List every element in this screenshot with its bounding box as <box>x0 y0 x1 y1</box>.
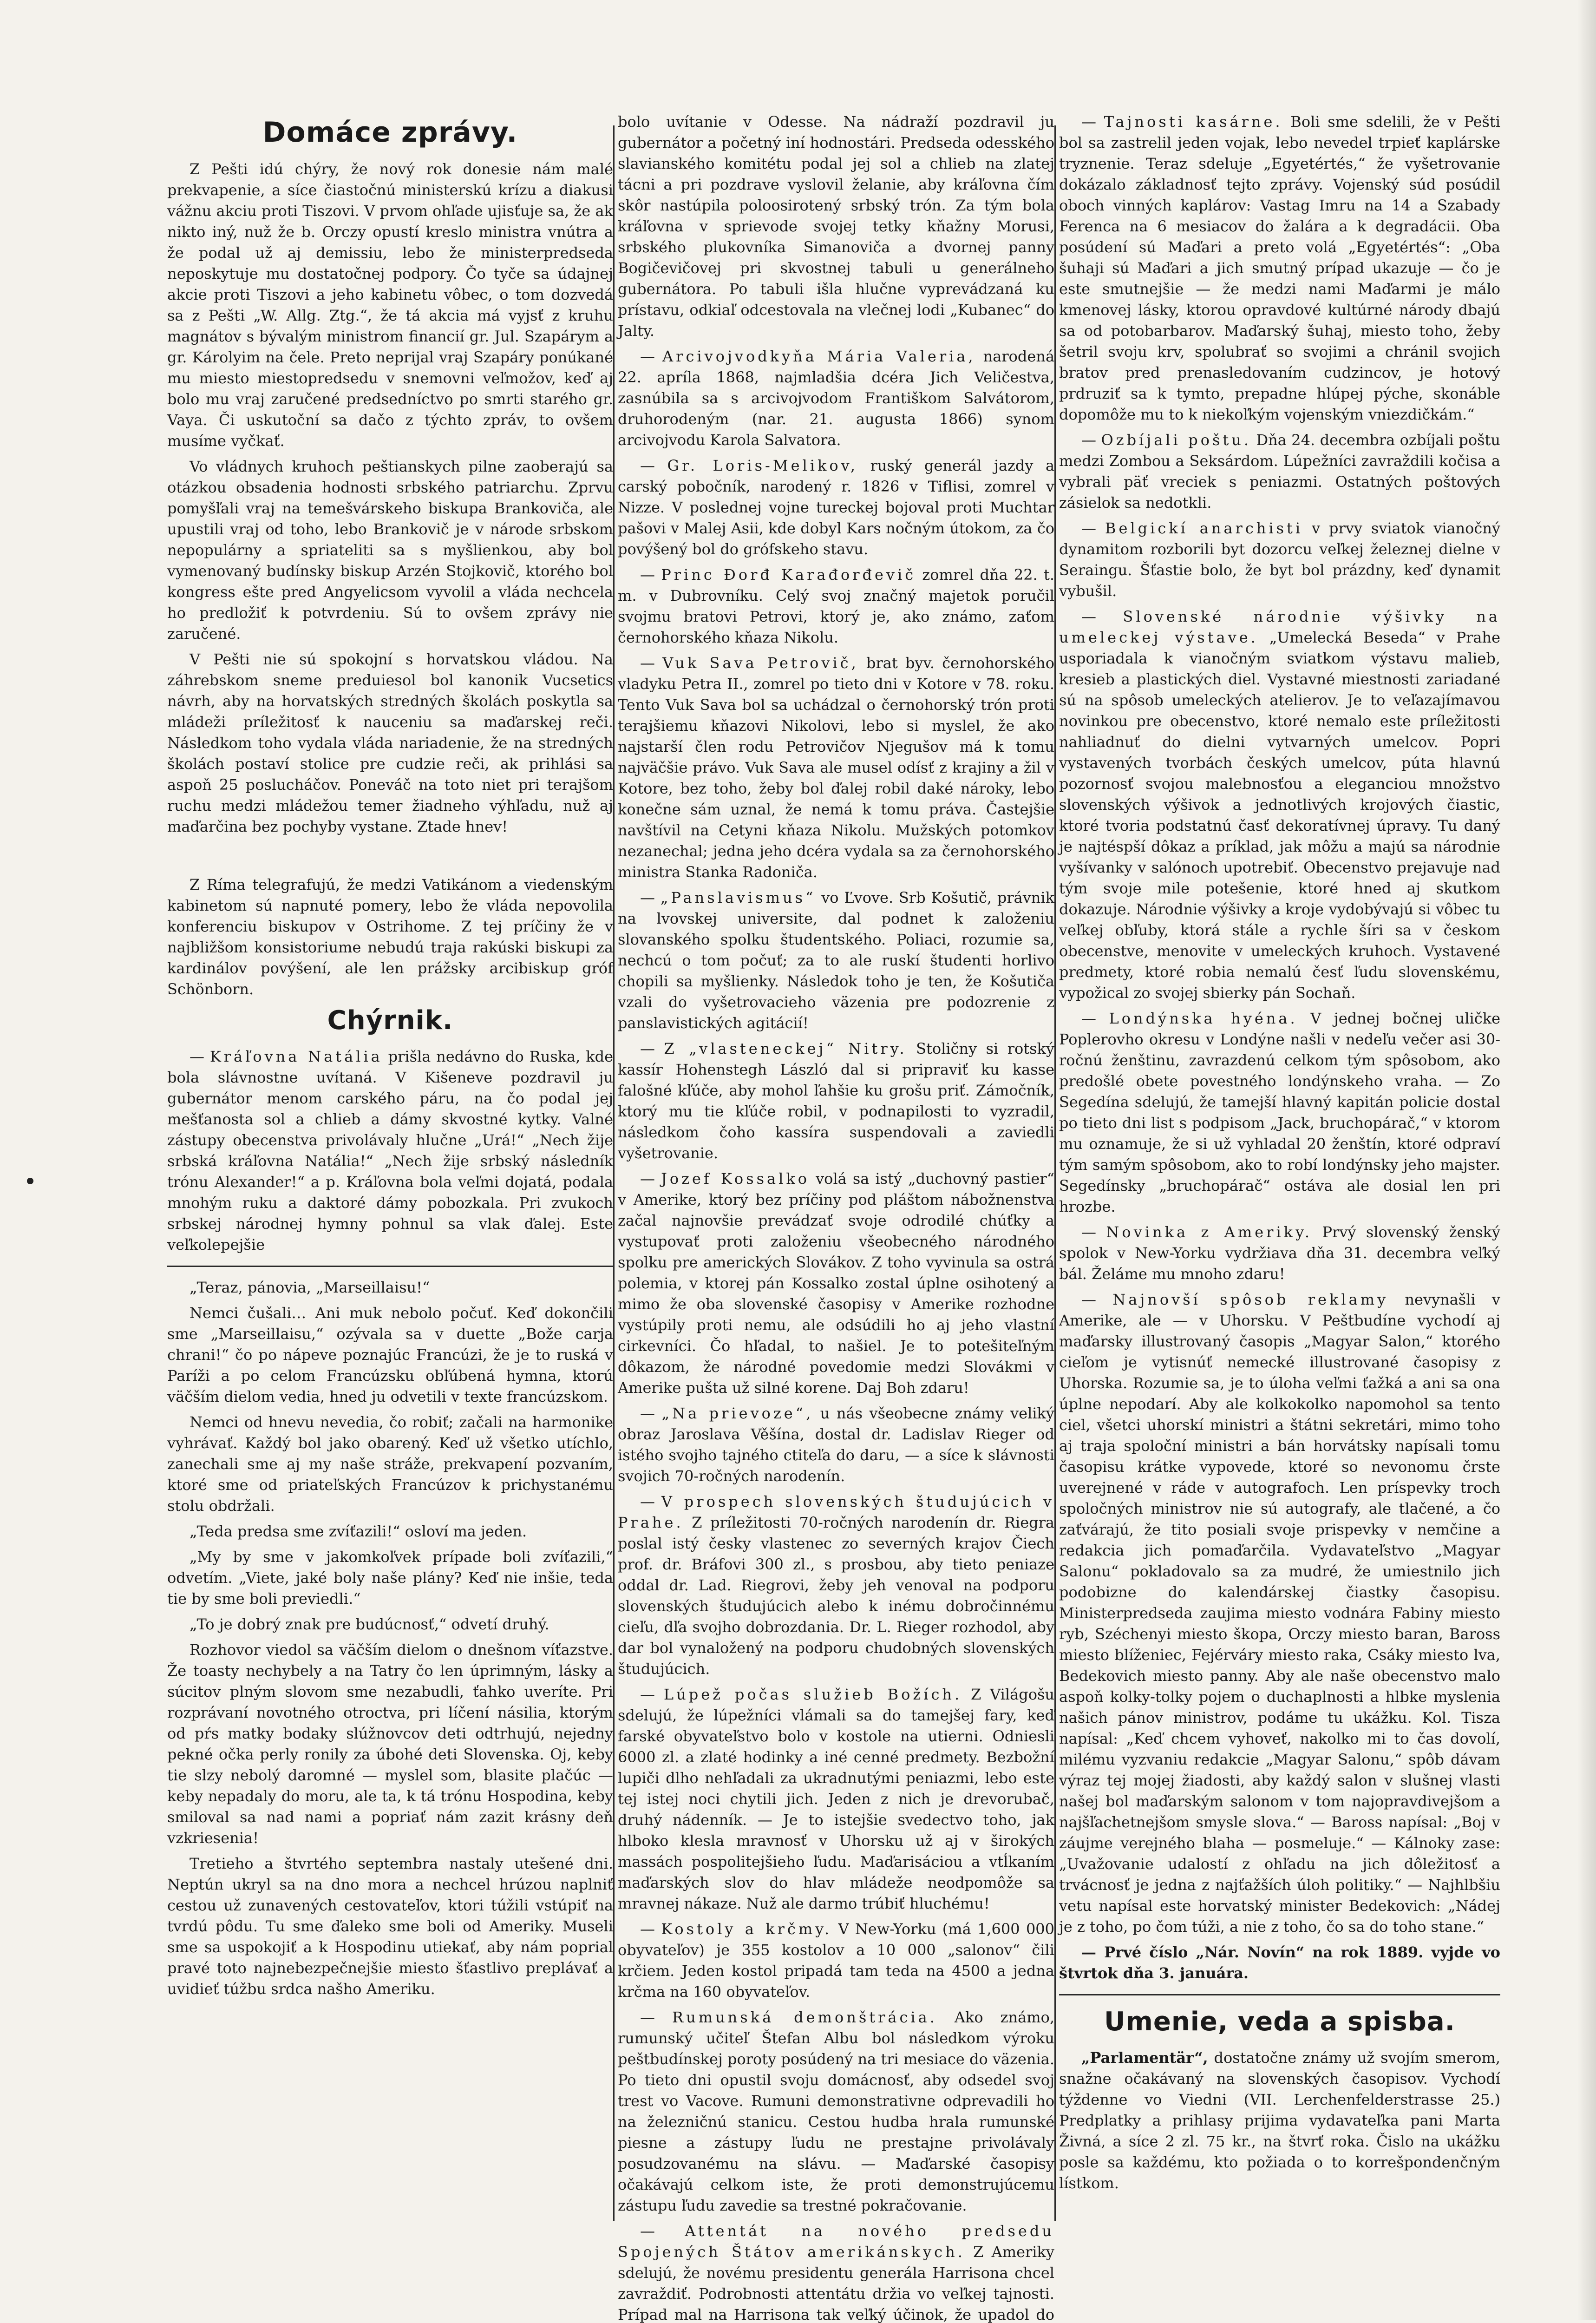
article-paragraph: Z Ríma telegrafujú, že medzi Vatikánom a viedenským kabinetom sú napnuté pomery, lebo že vláda nepovolila konferenciu biskupov v Ostrihome. Z tej príčiny že v najbližšom konsistoriume nebudú traja rakúski biskupi za kardinálov povýšení, ale len prážsky arcibiskup gróf Schönborn. <box>167 876 613 998</box>
feuilleton-paragraph: Nemci od hnevu nevedia, čo robiť; začali na harmonike vyhrávať. Každý bol jako obarený. Keď už všetko utíchlo, zanechali sme aj my naše stráže, prekvapení pozvaním, ktoré sme od priateľských Francúzov k prichystanému stolu obdržali. <box>167 1413 613 1515</box>
page-edge-shadow <box>1577 0 1596 2320</box>
feuilleton-paragraph: „My by sme v jakomkoľvek prípade boli zvíťazili,“ odvetím. „Viete, jaké boly naše plány? Keď nie inšie, teda tie by sme boli previedli.“ <box>167 1548 613 1608</box>
news-item-lead: Z „vlasteneckej“ Nitry. <box>664 1040 907 1057</box>
news-item-lead: Belgickí anarchisti <box>1105 519 1303 537</box>
section-divider <box>1059 1994 1500 1995</box>
news-item-body: Z Ameriky sdelujú, že novému presidentu generála Harrisona chcel zavraždiť. Podrobnosti attentátu držia vo veľkej tajnosti. Prípad mal na Harrisona tak veľký účinok, že upadol do <box>618 2243 1054 2323</box>
news-item-lead: Gr. Loris-Melikov, <box>667 457 858 474</box>
column-rule-left <box>613 125 615 2221</box>
news-item-lead: V prospech slovenských študujúcich v Prahe. <box>618 1493 1054 1531</box>
news-item-lead: Princ Đorđ Karađorđevič <box>661 566 916 584</box>
news-item-body: vo Ľvove. Srb Košutič, právnik na lvovskej universite, dal podnet k založeniu slovanského spolku študentského. Poliaci, rozumie sa, nechcú o tom počuť; za to ale ruskí študenti horlivo chopili sa myšlienky. Následok toho je ten, že Košutiča vzali do vyšetrovacieho väzenia pre podozrenie z panslavistických agitácií! <box>618 889 1055 1032</box>
news-item: — Tajnosti kasárne. Boli sme sdelili, že v Pešti bol sa zastrelil jeden vojak, lebo nevedel trpieť kaplárske tryznenie. Teraz sdeluje „Egyetértés,“ že vyšetrovanie dokázalo základnosť tejto zprávy. Vojenský súd posúdil oboch vinných kaplárov: Vastag Imru na 14 a Szabady Ferenca na 6 mesiacov do žalára a k degradácii. Oba posúdení sú Maďari a preto volá „Egyetértés“: „Oba šuhaji sú Maďari a jich smutný prípad ukazuje — čo je este smutnejšie — že medzi nami Maďarmi je málo kmenovej lásky, ktorou opravdové kultúrné národy dbajú sa od potobarbarov. Maďarský šuhaj, miesto toho, žeby šetril svoju krv, spolubrať so svojimi a chránil svojich bratov pred prenasledovaním cudzincov, je hotový prdruziť sa k tymto, prepadne hlúpej pýche, skonáble dopomôže mu to k niekoľkým vojenským vniezdičkám.“ <box>1059 113 1501 423</box>
news-item: — Kostoly a krčmy. V New-Yorku (má 1,600 000 obyvateľov) je 355 kostolov a 10 000 „salonov“ čili krčiem. Jeden kostol pripadá tam teda na 4500 a jedna krčma na 160 obyvateľov. <box>618 1920 1055 2001</box>
news-item: — V prospech slovenských študujúcich v Prahe. Z príležitosti 70-ročných narodenín dr. Riegra poslal istý česky vlastenec zo severných krajov Čiech prof. dr. Bráfovi 300 zl., s prosbou, aby tieto peniaze oddal dr. Lad. Riegrovi, žeby jeh venoval na podporu slovenských študujúcich alebo k inému dobročinnému cieľu, dľa svojho dobrozdania. Dr. L. Rieger rozhodol, aby dar bol vynaložený na podporu chudobných slovenských študujúcich. <box>618 1493 1055 1678</box>
news-item-body: Ako známo, rumunský učiteľ Štefan Albu bol následkom výroku peštbudínskej poroty posúdený na tri mesiace do väzenia. Po tieto dni opustil svoju domácnosť, aby odsedel svoj trest vo Vacove. Rumuni demonstrativne odprevadili ho na železničnú stanicu. Cestou hudba hrala rumunské piesne a zástupy ľudu ne prestajne privolávaly posudzovanému na slávu. — Maďarské časopisy očakávajú celkom iste, že proti demonstrujúcemu zástupu ľudu zavedie sa trestné pokračovanie. <box>618 2008 1055 2214</box>
news-item: — Kráľovna Natália prišla nedávno do Ruska, kde bola slávnostne uvítaná. V Kišeneve pozdravil ju gubernátor menom carského páru, na čo podal jej mešťanosta sol a chlieb a dámy skvostné kytky. Valné zástupy obecenstva privolávaly hlučne „Urá!“ „Nech žije srbská kráľovna Natália!“ „Nech žije srbský následník trónu Alexander!“ a p. Kráľovna bola veľmi dojatá, podala mnohým ruku a daktoré dámy pobozkala. Pri zvukoch srbskej národnej hymny pohnul sa vlak ďalej. Este veľkolepejšie <box>167 1048 614 1253</box>
news-item: — Ozbíjali poštu. Dňa 24. decembra ozbíjali poštu medzi Zombou a Seksárdom. Lúpežníci zavraždili kočisa a vybrali päť vreciek s peniazmi. Ostatných poštových zásielok sa nedotkli. <box>1059 431 1501 512</box>
news-item <box>1059 2047 1500 2194</box>
news-item-lead: Arcivojvodkyňa Mária Valeria, <box>662 348 976 365</box>
news-item-continued: bolo uvítanie v Odesse. Na nádraží pozdravil ju gubernátor a početný iní hodnostári. Predseda odesského slavianského komitétu podal jej sol a chlieb na zlatej tácni a pri pozdrave vyslovil želanie, aby kráľovna čím skôr nastúpila poloosirotený srbský trón. Za tým bola kráľovna v sprievode svojej tetky kňažny Morusi, srbského plukovníka Simanoviča a dvornej panny Bogičevičovej pri skvostnej tabuli u generálneho gubernátora. Po tabuli išla hlučne vyprevádzaná ku prístavu, odkiaľ odcestovala na vlečnej lodi „Kubanec“ do Jalty. <box>618 113 1054 340</box>
news-item: — Novinka z Ameriky. Prvý slovenský ženský spolok v New-Yorku vydržiava dňa 31. decembra veľký bál. Želáme mu mnoho zdaru! <box>1059 1223 1501 1283</box>
news-item: — Princ Đorđ Karađorđevič zomrel dňa 22. t. m. v Dubrovníku. Celý svoj značný majetok poručil svojmu bratovi Petrovi, ktorý je, ako známo, zaťom černohorského kňaza Nikolu. <box>618 566 1055 646</box>
news-item-body: ruský generál jazdy a carský pobočník, narodený r. 1826 v Tiflisi, zomrel v Nizze. V poslednej vojne tureckej bojoval proti Muchtar pašovi v Malej Asii, kde dobyl Kars nočným útokom, za čo povýšený bol do grófskeho stavu. <box>618 457 1055 558</box>
news-item-body: V jednej bočnej uličke Poplerovho okresu v Londýne našli v nedeľu večer asi 30-ročnú ženštinu, zavrazdenú celkom tým spôsobom, ako predošlé obete povestného londýnskeho vraha. — Zo Segedína sdelujú, že tamejší hlavný kapitán policie dostal po tieto dni list s podpisom „Jack, bruchopárač,“ v ktorom mu oznamuje, že si už vyhladal 20 ženštín, ktoré odpraví tým samým spôsobom, ako to robí londýnsky jeho majster. Segedínsky „bruchopárač“ ostáva ale dosial len pri hrozbe. <box>1059 1010 1501 1215</box>
news-item: — Najnovší spôsob reklamy nevynašli v Amerike, ale — v Uhorsku. V Peštbudíne vychodí aj maďarsky illustrovaný časopis „Magyar Salon,“ ktorého cieľom je vytisnúť nemecké illustrované časopisy z Uhorska. Rozumie sa, je to úloha veľmi ťažká a ani sa ona úplne nepodarí. Aby ale kolkokolko napomohol sa tento ciel, všetci uhorskí ministri a štátni sekretári, mimo toho aj traja spoloční ministri a bán horvátsky napísali tomu časopisu krátke vypovede, ktoré so nevonomu črste uverejnené v ráde v autografoch. Len príspevky troch spoločných ministrov nie sú autografy, ale tlačené, a čo zaťvárajú, že tito posiali svoje prispevky v nemčine a redakcia jich pomaďarčila. Vydavateľstvo „Magyar Salonu“ pokladovalo sa za mudré, že umiestnilo jich podobizne do kalendárskej čiastky časopisu. Ministerpredseda zaujima miesto vodnára Fabiny miesto ryb, Széchenyi miesto škopa, Orczy miesto baran, Baross miesto blíženiec, Fejérváry miesto raka, Csáky miesto lva, Bedekovich miesto panny. Aby ale naše obecenstvo malo aspoň kolky-tolky pojem o duchaplnosti a hlbke myslenia našich pánov ministrov, podáme tu ukážku. Kol. Tisza napísal: „Keď chcem vyhoveť, nakolko mi to čas dovolí, milému vyzvaniu redakcie „Magyar Salonu,“ spôb dávam výraz tej mojej žiadosti, aby každý salon v slušnej vlasti našej bol maďarským salonom v tom najopravdivejšom a najšľachetnejšom smysle slova.“ — Baross napísal: „Boj v záujme verejného blaha — posmeluje.“ — Kálnoky zase: „Uvažovanie udalostí z ohľadu na jich dôležitosť a trvácnosť je jedna z najťažších úloh politiky.“ — Najhlbšiu vetu napísal este horvatský minister Bedekovich: „Nádej je z toho, po čom túži, a nie z toho, čo sa do toho stane.“ <box>1059 1291 1500 1936</box>
news-item: — „Panslavismus“ vo Ľvove. Srb Košutič, právnik na lvovskej universite, dal podnet k založeniu slovanského spolku študentského. Poliaci, rozumie sa, nechcú o tom počuť; za to ale ruskí študenti horlivo chopili sa myšlienky. Následok toho je ten, že Košutiča vzali do vyšetrovacieho väzenia pre podozrenie z panslavistických agitácií! <box>618 889 1055 1032</box>
news-item-lead: Novinka z Ameriky. <box>1106 1223 1313 1241</box>
news-item: — Vuk Sava Petrovič, brat byv. černohorského vladyku Petra II., zomrel po tieto dni v Kotore v 78. roku. Tento Vuk Sava bol sa uchádzal o černohorský trón proti terajšiemu kňazovi Nikolovi, lebo si myslel, že ako najstarší člen rodu Petrovičov Njegušov má k tomu najväčšie právo. Vuk Sava ale musel odísť z krajiny a žil v Kotore, bez toho, žeby bol ďalej robil daké nároky, lebo konečne sám uznal, že nemá k tomu práva. Častejšie navštívil na Cetyni kňaza Nikolu. Mužských potomkov nezanechal; jedna jeho dcéra vydala sa za černohorského ministra Stanka Radoniča. <box>618 654 1055 881</box>
news-item: — Rumunská demonštrácia. Ako známo, rumunský učiteľ Štefan Albu bol následkom výroku peštbudínskej poroty posúdený na tri mesiace do väzenia. Po tieto dni opustil svoju domácnosť, aby odsedel svoj trest vo Vacove. Rumuni demonstrativne odprevadili ho na železničnú stanicu. Cestou hudba hrala rumunské piesne a zástupy ľudu ne prestajne privolávaly posudzovanému na slávu. — Maďarské časopisy očakávajú celkom iste, že proti demonstrujúcemu zástupu ľudu zavedie sa trestné pokračovanie. <box>618 2008 1055 2214</box>
news-item-body: nevynašli v Amerike, ale — v Uhorsku. V Peštbudíne vychodí aj maďarsky illustrovaný časopis „Magyar Salon,“ ktorého cieľom je vytisnúť nemecké illustrované časopisy z Uhorska. Rozumie sa, je to úloha veľmi ťažká a ani sa ona úplne nepodarí. Aby ale kolkokolko napomohol sa tento ciel, všetci uhorskí ministri a štátni sekretári, mimo toho aj traja spoloční ministri a bán horvátsky napísali tomu časopisu krátke vypovede, ktoré so nevonomu črste uverejnené v ráde v autografoch. Len príspevky troch spoločných ministrov nie sú autografy, ale tlačené, a čo zaťvárajú, že tito posiali svoje prispevky v nemčine a redakcia jich pomaďarčila. Vydavateľstvo „Magyar Salonu“ pokladovalo sa za mudré, že umiestnilo jich podobizne do kalendárskej čiastky časopisu. Ministerpredseda zaujima miesto vodnára Fabiny miesto ryb, Széchenyi miesto škopa, Orczy miesto baran, Baross miesto blíženiec, Fejérváry miesto raka, Csáky miesto lva, Bedekovich miesto panny. Aby ale naše obecenstvo malo aspoň kolky-tolky pojem o duchaplnosti a hlbke myslenia našich pánov ministrov, podáme tu ukážku. Kol. Tisza napísal: „Keď chcem vyhoveť, nakolko mi to čas dovolí, milému vyzvaniu redakcie „Magyar Salonu,“ spôb dávam výraz tej mojej žiadosti, aby každý salon v slušnej vlasti našej bol maďarským salonom v tom najopravdivejšom a najšľachetnejšom smysle slova.“ — Baross napísal: „Boj v záujme verejného blaha — posmeluje.“ — Kálnoky zase: „Uvažovanie udalostí z ohľadu na jich dôležitosť a trvácnosť je jedna z najťažších úloh politiky.“ — Najhlbšiu vetu napísal este horvatský minister Bedekovich: „Nádej je z toho, po čom túži, a nie z toho, čo sa do toho stane.“ <box>1059 1291 1500 1936</box>
news-item-body: brat byv. černohorského vladyku Petra II., zomrel po tieto dni v Kotore v 78. roku. Tento Vuk Sava bol sa uchádzal o černohorský trón proti terajšiemu kňazovi Nikolovi, lebo si myslel, že ako najstarší člen rodu Petrovičov Njegušov má k tomu najväčšie právo. Vuk Sava ale musel odísť z krajiny a žil v Kotore, bez toho, žeby bol ďalej robil daké nároky, lebo konečne sám uznal, že nemá k tomu práva. Častejšie navštívil na Cetyni kňaza Nikolu. Mužských potomkov nezanechal; jedna jeho dcéra vydala sa za černohorského ministra Stanka Radoniča. <box>618 654 1055 881</box>
news-item-lead: Lúpež počas služieb Božích. <box>663 1686 962 1703</box>
feuilleton-paragraph: „Teraz, pánovia, „Marseillaisu!“ <box>190 1279 430 1296</box>
feuilleton-paragraph: „Teda predsa sme zvíťazili!“ osloví ma jeden. <box>190 1522 527 1540</box>
news-item: — Lúpež počas služieb Božích. Z Világošu sdelujú, že lúpežníci vlámali sa do tamejšej fary, keď farské obyvateľstvo bolo v kostole na utierni. Odniesli 6000 zl. a zlaté hodinky a iné cenné predmety. Bezbožní lupiči dlho nehľadali za ukradnutými peniazmi, lebo este tej istej noci chytili jich. Jeden z nich je drevorubač, druhý nádenník. — Je to istejšie svedectvo toho, jak hlboko klesla mravnosť v Uhorsku už aj v širokých massách pospolitejšieho ľudu. Maďarisáciou a vtĺkaním maďarských slov do hlav mládeže neodpomôže sa mravnej nákaze. Nuž ale darmo trúbiť hluchému! <box>618 1686 1055 1912</box>
news-item: — Londýnska hyéna. V jednej bočnej uličke Poplerovho okresu v Londýne našli v nedeľu večer asi 30-ročnú ženštinu, zavrazdenú celkom tým spôsobom, ako predošlé obete povestného londýnskeho vraha. — Zo Segedína sdelujú, že tamejší hlavný kapitán policie dostal po tieto dni list s podpisom „Jack, bruchopárač,“ v ktorom mu oznamuje, že si už vyhladal 20 ženštín, ktoré odpraví tým samým spôsobom, ako to robí londýnsky jeho majster. Segedínsky „bruchopárač“ ostáva ale dosial len pri hrozbe. <box>1059 1010 1501 1215</box>
news-item-body: zomrel dňa 22. t. m. v Dubrovníku. Celý svoj značný majetok poručil svojmu bratovi Petrovi, ktorý je, ako známo, zaťom černohorského kňaza Nikolu. <box>618 566 1055 646</box>
notice-text: Prvé číslo „Nár. Novín“ na rok 1889. vyjde vo štvrtok dňa 3. januára. <box>1059 1943 1501 1982</box>
news-item: — Slovenské národnie výšivky na umeleckej výstave. „Umelecká Beseda“ v Prahe usporiadala k vianočným sviatkom výstavu malieb, kresieb a plastických diel. Vystavné miestnosti zariadané sú na spôsob umeleckých atelierov. Je to veľazajímavou novinkou pre obecenstvo, ktoré nemalo este príležitosti nahliadnuť do dielni vytvarných umelcov. Popri vystavených tvorbách českých umelcov, púta hlavnú pozornosť svojou malebnosťou a eleganciou množstvo slovenských výšivok a jednotlivých krojových čiastic, ktoré tvoria podstatnú časť dekoratívnej úpravy. Tu daný je najtéspší dôkaz a príklad, jak môžu a majú sa národnie vyšívanky v salónoch upotrebiť. Obecenstvo prejavuje nad tým svoje mile potešenie, ktoré hned aj skutkom dokazuje. Národnie výšivky a kroje vydobývajú si vôbec tu veľkej obľuby, ktorá stále a rychle šíri sa v českom obecenstve, menovite v umeleckých kruhoch. Vystavené predmety, ktoré robia nemalú česť ľudu slovenskému, vypožical zo svojej sbierky pán Sochaň. <box>1059 608 1501 1002</box>
news-item-lead: Slovenské národnie výšivky na umeleckej výstave. <box>1059 608 1501 646</box>
feuilleton-paragraph: Nemci čušali… Ani muk nebolo počuť. Keď dokončili sme „Marseillaisu,“ ozývala sa v duette „Bože carja chrani!“ čo po nápeve poznajúc Francúzi, že je to ruská v Paríži a po celom Francúzsku obľúbená hymna, ktorú väčším dielom vedia, hned ju odvetili v texte francúzskom. <box>167 1304 613 1405</box>
news-item: — Z „vlasteneckej“ Nitry. Stoličny si rotský kassír Hohenstegh László dal si pripraviť ku kasse falošné kľúče, aby mohol ľahšie ku grošu priť. Zámočník, ktorý mu tie kľúče robil, v podnapilosti to vyzradil, následkom čoho kassíra suspendovali a zaviedli vyšetrovanie. <box>618 1040 1055 1162</box>
news-item-lead: Kráľovna Natália <box>209 1048 383 1065</box>
news-item-body: Z Világošu sdelujú, že lúpežníci vlámali sa do tamejšej fary, keď farské obyvateľstvo bolo v kostole na utierni. Odniesli 6000 zl. a zlaté hodinky a iné cenné predmety. Bezbožní lupiči dlho nehľadali za ukradnutými peniazmi, lebo este tej istej noci chytili jich. Jeden z nich je drevorubač, druhý nádenník. — Je to istejšie svedectvo toho, jak hlboko klesla mravnosť v Uhorsku už aj v širokých massách pospolitejšieho ľudu. Maďarisáciou a vtĺkaním maďarských slov do hlav mládeže neodpomôže sa mravnej nákaze. Nuž ale darmo trúbiť hluchému! <box>618 1686 1055 1912</box>
article-paragraph: V Pešti nie sú spokojní s horvatskou vládou. Na záhrebskom sneme preduiesol bol kanonik Vucsetics návrh, aby na horvatských stredných školách poskytla sa mládeži príležitosť k nauceniu sa maďarskej reči. Následkom toho vydala vláda nariadenie, že na stredných školách postaví stolice pre cudzie reči, ak prihlási sa aspoň 25 poslucháčov. Poneváč na toto niet pri terajšom ruchu medzi mládežou temer žiadneho výhľadu, nuž aj maďarčina bez pochyby vystane. Ztade hnev! <box>167 650 613 835</box>
news-item-body: V New-Yorku (má 1,600 000 obyvateľov) je 355 kostolov a 10 000 „salonov“ čili krčiem. Jeden kostol pripadá tam teda na 4500 a jedna krčma na 160 obyvateľov. <box>618 1920 1055 2001</box>
news-item-body: volá sa istý „duchovný pastier“ v Amerike, ktorý bez príčiny pod pláštom nábožnenstva začal najnovšie prevádzať svoje odrodilé chúťky a vystupovať proti založeniu všeobecného národného spolku pre amerických Slovákov. Z toho vyvinula sa ostrá polemia, v ktorej pán Kossalko zostal úplne osihotený a mimo že oba slovenské časopisy v Amerike rozhodne vystúpily proti nemu, ale odsúdili ho aj jeho vlastní cirkevníci. Čo hľadal, to našiel. Je to potešiteľným dôkazom, že národné povedomie medzi Slovákmi v Amerike pušta už silné korene. Daj Boh zdaru! <box>618 1170 1055 1397</box>
news-item: — Attentát na nového predsedu Spojených Štátov amerikánskych. Z Ameriky sdelujú, že novému presidentu generála Harrisona chcel zavraždiť. Podrobnosti attentátu držia vo veľkej tajnosti. Prípad mal na Harrisona tak veľký účinok, že upadol do <box>618 2221 1054 2323</box>
column-left <box>167 112 613 2004</box>
news-item-lead: „Panslavismus“ <box>660 889 816 906</box>
news-item-lead: Jozef Kossalko <box>661 1170 810 1188</box>
news-item-body: Dňa 24. decembra ozbíjali poštu medzi Zombou a Seksárdom. Lúpežníci zavraždili kočisa a vybrali päť vreciek s peniazmi. Ostatných poštových zásielok sa nedotkli. <box>1059 431 1501 512</box>
notice-next-issue: — Prvé číslo „Nár. Novín“ na rok 1889. vyjde vo štvrtok dňa 3. januára. <box>1059 1943 1501 1982</box>
news-item-body: Z príležitosti 70-ročných narodenín dr. Riegra poslal istý česky vlastenec zo severných krajov Čiech prof. dr. Bráfovi 300 zl., s prosbou, aby tieto peniaze oddal dr. Lad. Riegrovi, žeby jeh venoval na podporu slovenských študujúcich alebo k inému dobročinnému cieľu, dľa svojho dobrozdania. Dr. L. Rieger rozhodol, aby dar bol vynaložený na podporu chudobných slovenských študujúcich. <box>618 1514 1055 1678</box>
news-item-lead: Rumunská demonštrácia. <box>672 2008 937 2026</box>
news-item: — Belgickí anarchisti v prvy sviatok vianočný dynamitom rozborili byt dozorcu veľkej železnej dielne v Seraingu. Šťastie bolo, že byt bol prázdny, keď dynamit vybušil. <box>1059 519 1501 600</box>
section-heading-arts-science: Umenie, veda a spisba. <box>1104 2007 1455 2037</box>
news-item: — „Na prievoze“, u nás všeobecne známy veliký obraz Jaroslava Věšína, dostal dr. Ladislav Rieger od istého svojho tajného ctiteľa do daru, — a síce k slávnosti svojich 70-ročných narodenín. <box>618 1404 1055 1485</box>
feuilleton-paragraph: Rozhovor viedol sa väčším dielom o dnešnom víťazstve. Že toasty nechybely a na Tatry čo len úprimným, lásky a súcitov plným slovom sme nezabudli, ťahko uveríte. Pri rozprávaní novotného otroctva, pri líčení násilia, ktorým od pŕs matky bodaky slúžnovcov deti odtrhujú, nejedny pekné očka perly ronily za úbohé deti Slovenska. Oj, keby tie slzy nebolý daromné — myslel som, blasite plačúc — keby nepadaly do moru, ale ta, k tá trónu Hospodina, keby smiloval sa nad nami a popriať nám zazit krásny deň vzkriesenia! <box>167 1641 613 1847</box>
section-divider <box>167 1266 613 1267</box>
news-item-lead: Vuk Sava Petrovič, <box>662 654 859 672</box>
news-item-body: v prvy sviatok vianočný dynamitom rozborili byt dozorcu veľkej železnej dielne v Seraingu. Šťastie bolo, že byt bol prázdny, keď dynamit vybušil. <box>1059 519 1501 600</box>
section-heading-news-briefs: Chýrnik. <box>327 1005 453 1036</box>
news-item: — Gr. Loris-Melikov, ruský generál jazdy a carský pobočník, narodený r. 1826 v Tiflisi, zomrel v Nizze. V poslednej vojne tureckej bojoval proti Muchtar pašovi v Malej Asii, kde dobyl Kars nočným útokom, za čo povýšený bol do grófskeho stavu. <box>618 457 1055 558</box>
news-item: — Arcivojvodkyňa Mária Valeria, narodená 22. apríla 1868, najmladšia dcéra Jich Veličestva, zasnúbila sa s arcivojvodom Františkom Salvátorom, druhorodeným (nar. 21. augusta 1866) synom arcivojvodu Karola Salvatora. <box>618 348 1055 449</box>
news-item-body: Boli sme sdelili, že v Pešti bol sa zastrelil jeden vojak, lebo nevedel trpieť kaplárske tryznenie. Teraz sdeluje „Egyetértés,“ že vyšetrovanie dokázalo základnosť tejto zprávy. Vojenský súd posúdil oboch vinných kaplárov: Vastag Imru na 14 a Szabady Ferenca na 6 mesiacov do žalára a k degradácii. Oba posúdení sú Maďari a preto volá „Egyetértés“: „Oba šuhaji sú Maďari a jich smutný prípad ukazuje — čo je este smutnejšie — že medzi nami Maďarmi je málo kmenovej lásky, ktorou opravdové kultúrné národy dbajú sa od potobarbarov. Maďarský šuhaj, miesto toho, žeby šetril svoju krv, spolubrať so svojimi a chránil svojich bratov pred prenasledovaním cudzincov, je hotový prdruziť sa k tymto, prepadne hlúpej pýche, skonáble dopomôže mu to k niekoľkým vojenským vniezdičkám.“ <box>1059 113 1501 423</box>
news-item-lead: Najnovší spôsob reklamy <box>1112 1291 1389 1308</box>
news-item-lead: Kostoly a krčmy. <box>661 1920 832 1938</box>
news-item-lead: Attentát na nového predsedu Spojených Štátov amerikánskych. <box>618 2222 1055 2261</box>
news-item-lead: Londýnska hyéna. <box>1109 1010 1298 1027</box>
news-item-body: Stoličny si rotský kassír Hohenstegh László dal si pripraviť ku kasse falošné kľúče, aby mohol ľahšie ku grošu priť. Zámočník, ktorý mu tie kľúče robil, v podnapilosti to vyzradil, následkom čoho kassíra suspendovali a zaviedli vyšetrovanie. <box>618 1040 1055 1162</box>
news-item-body: dostatočne známy už svojím smerom, snažne očakávaný na slovenských časopisov. Vychodí týždenne vo Viedni (VII. Lerchenfelderstrasse 25.) Predplatky a prihlasy prijima vydavateľka pani Marta Živná, a síce 2 zl. 75 kr., na štvrť roka. Čislo na ukážku posle sa každému, kto požiada o to korrešpondenčným lístkom. <box>1059 2049 1500 2192</box>
news-item-body: „Umelecká Beseda“ v Prahe usporiadala k vianočným sviatkom výstavu malieb, kresieb a plastických diel. Vystavné miestnosti zariadané sú na spôsob umeleckých atelierov. Je to veľazajímavou novinkou pre obecenstvo, ktoré nemalo este príležitosti nahliadnuť do dielni vytvarných umelcov. Popri vystavených tvorbách českých umelcov, púta hlavnú pozornosť svojou malebnosťou a eleganciou množstvo slovenských výšivok a jednotlivých krojových čiastic, ktoré tvoria podstatnú časť dekoratívnej úpravy. Tu daný je najtéspší dôkaz a príklad, jak môžu a majú sa národnie vyšívanky v salónoch upotrebiť. Obecenstvo prejavuje nad tým svoje mile potešenie, ktoré hned aj skutkom dokazuje. Národnie výšivky a kroje vydobývajú si vôbec tu veľkej obľuby, ktorá stále a rychle šíri sa v českom obecenstve, menovite v umeleckých kruhoch. Vystavené predmety, ktoré robia nemalú česť ľudu slovenskému, vypožical zo svojej sbierky pán Sochaň. <box>1059 629 1501 1002</box>
margin-dot <box>27 1178 33 1184</box>
column-right <box>1059 112 1500 2198</box>
news-item-body: prišla nedávno do Ruska, kde bola slávnostne uvítaná. V Kišeneve pozdravil ju gubernátor menom carského páru, na čo podal jej mešťanosta sol a chlieb a dámy skvostné kytky. Valné zástupy obecenstva privolávaly hlučne „Urá!“ „Nech žije srbská kráľovna Natália!“ „Nech žije srbský následník trónu Alexander!“ a p. Kráľovna bola veľmi dojatá, podala mnohým ruku a daktoré dámy pobozkala. Pri zvukoch srbskej národnej hymny pohnul sa vlak ďalej. Este veľkolepejšie <box>167 1048 614 1253</box>
feuilleton-paragraph: Tretieho a štvrtého septembra nastaly utešené dni. Neptún ukryl sa na dno mora a nechcel hrúzou naplniť cestou už zunavených cestovateľov, ktori túžili vstúpiť na tvrdú pôdu. Tu sme ďaleko sme boli od Ameriky. Museli sme sa uspokojiť a k Hospodinu utiekať, aby nám poprial pravé toto najnebezpečnejšie miesto šťastlivo preplávať a uvidieť túžbu srdca našho Ameriku. <box>167 1855 613 1998</box>
news-item-body: Prvý slovenský ženský spolok v New-Yorku vydržiava dňa 31. decembra veľký bál. Želáme mu mnoho zdaru! <box>1059 1223 1501 1283</box>
news-item-lead: „Parlamentär“, <box>1081 2049 1208 2067</box>
news-item: — Jozef Kossalko volá sa istý „duchovný pastier“ v Amerike, ktorý bez príčiny pod pláštom nábožnenstva začal najnovšie prevádzať svoje odrodilé chúťky a vystupovať proti založeniu všeobecného národného spolku pre amerických Slovákov. Z toho vyvinula sa ostrá polemia, v ktorej pán Kossalko zostal úplne osihotený a mimo že oba slovenské časopisy v Amerike rozhodne vystúpily proti nemu, ale odsúdili ho aj jeho vlastní cirkevníci. Čo hľadal, to našiel. Je to potešiteľným dôkazom, že národné povedomie medzi Slovákmi v Amerike pušta už silné korene. Daj Boh zdaru! <box>618 1170 1055 1397</box>
feuilleton-paragraph: „To je dobrý znak pre budúcnosť,“ odvetí druhý. <box>190 1615 549 1633</box>
spacer <box>167 842 613 874</box>
news-item-lead: Tajnosti kasárne. <box>1104 113 1283 131</box>
news-item-lead: Ozbíjali poštu. <box>1101 431 1252 449</box>
news-item-lead: „Na prievoze“, <box>661 1404 814 1422</box>
article-paragraph: Z Pešti idú chýry, že nový rok donesie nám malé prekvapenie, a síce čiastočnú ministerskú krízu a diakusi vážnu akciu proti Tiszovi. V prvom ohľade ujisťuje sa, že ak nikto iný, nuž že b. Orczy opustí kreslo ministra vnútra a že podal už aj demissiu, lebo že ministerpredseda neposkytuje mu dostatočnej podpory. Čo tyče sa údajnej akcie proti Tiszovi a jeho kabinetu vôbec, o tom dozvedá sa z Pešti „W. Allg. Ztg.“, že tá akcia má vyjsť z kruhu magnátov s bývalým ministrom financií gr. Jul. Szapárym a gr. Károlyim na čele. Preto neprijal vraj Szapáry ponúkané mu miesto miestopredsedu v snemovni veľmožov, keď aj bolo mu vraj zaručené predsedníctvo po smrti starého gr. Vaya. Či uskutoční sa dačo z týchto zpráv, to ovšem musíme vyčkať. <box>167 160 613 450</box>
section-heading-domestic-news: Domáce zprávy. <box>262 116 518 149</box>
news-item-body: narodená 22. apríla 1868, najmladšia dcéra Jich Veličestva, zasnúbila sa s arcivojvodom Františkom Salvátorom, druhorodeným (nar. 21. augusta 1866) synom arcivojvodu Karola Salvatora. <box>618 348 1055 449</box>
column-rule-right <box>1054 125 1056 2221</box>
news-item-body: u nás všeobecne známy veliký obraz Jaroslava Věšína, dostal dr. Ladislav Rieger od istého svojho tajného ctiteľa do daru, — a síce k slávnosti svojich 70-ročných narodenín. <box>618 1404 1055 1485</box>
column-middle <box>618 112 1054 2323</box>
article-paragraph: Vo vládnych kruhoch peštianskych pilne zaoberajú sa otázkou obsadenia hodnosti srbského patriarchu. Zprvu pomyšľali vraj na temešvárskeho biskupa Brankoviča, ale upustili vraj od toho, lebo Brankovič je v národe srbskom nepopulárny a spriateliti sa s myšlienkou, aby bol vymenovaný budínsky biskup Arzén Stojkovič, ktorého bol kongress ešte pred Angyelicsom vyvolil a vláda nechcela ho predložiť k potvrdeniu. Sú to ovšem zprávy nie zaručené. <box>167 458 613 643</box>
